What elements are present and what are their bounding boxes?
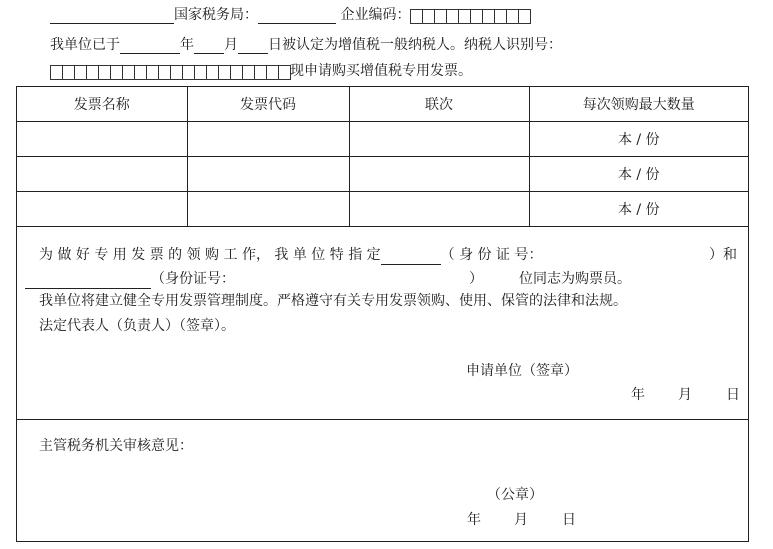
table-header-row	[17, 87, 748, 122]
application-form	[16, 86, 749, 542]
cell-copies[interactable]	[349, 192, 529, 227]
cell-invoice-name[interactable]	[17, 157, 187, 192]
bureau-label: 国家税务局：	[174, 7, 258, 23]
month-blank[interactable]	[194, 39, 224, 54]
invoice-table	[17, 87, 748, 227]
official-seal-label: （公章）	[487, 487, 543, 503]
enterprise-code-boxes[interactable]	[410, 8, 530, 23]
review-date-year: 年	[467, 512, 481, 528]
buyer-name-blank-2[interactable]	[25, 274, 151, 289]
month-label: 月	[224, 37, 238, 53]
buyer-name-blank-1[interactable]	[381, 250, 441, 265]
taxpayer-id-boxes[interactable]	[50, 64, 290, 79]
applicant-seal-label: 申请单位（签章）	[466, 363, 578, 379]
header-max-quantity: 每次领购最大数量	[529, 87, 748, 122]
apply-text: 现申请购买增值税专用发票。	[290, 63, 472, 79]
cell-invoice-name[interactable]	[17, 122, 187, 157]
enterprise-code-digit-box[interactable]	[518, 9, 531, 24]
legal-rep-signature: 法定代表人（负责人）（签章）。	[39, 318, 235, 334]
header-invoice-name: 发票名称	[17, 87, 187, 122]
section-divider	[17, 419, 748, 420]
applicant-date-day: 日	[726, 387, 740, 403]
cell-max-quantity[interactable]: 本 / 份	[529, 157, 748, 192]
header-invoice-code: 发票代码	[187, 87, 349, 122]
line2-prefix: 我单位已于	[50, 37, 120, 53]
cell-copies[interactable]	[349, 122, 529, 157]
header-line-1	[50, 6, 530, 24]
year-blank[interactable]	[120, 39, 180, 54]
bureau-name-blank[interactable]	[50, 9, 174, 24]
designation-line-2-close: ）	[469, 271, 483, 287]
cell-invoice-name[interactable]	[17, 192, 187, 227]
header-line-2	[50, 36, 562, 54]
designation-line-2	[25, 269, 235, 289]
review-title: 主管税务机关审核意见：	[39, 438, 193, 454]
cell-invoice-code[interactable]	[187, 157, 349, 192]
bureau-extra-blank[interactable]	[258, 9, 336, 24]
cell-invoice-code[interactable]	[187, 192, 349, 227]
year-label: 年	[180, 37, 194, 53]
header-line-3	[50, 62, 472, 80]
applicant-date-month: 月	[678, 387, 692, 403]
applicant-date-year: 年	[631, 387, 645, 403]
header-copies: 联次	[349, 87, 529, 122]
table-row	[17, 157, 748, 192]
designation-text-a: 为 做 好 专 用 发 票 的 领 购 工 作， 我 单 位 特 指 定	[39, 247, 381, 263]
cell-copies[interactable]	[349, 157, 529, 192]
designation-line-2-end: 位同志为购票员。	[519, 271, 631, 287]
designation-text-c: （身份证号：	[151, 271, 235, 287]
enterprise-code-label: 企业编码：	[340, 7, 411, 23]
day-blank[interactable]	[238, 39, 268, 54]
cell-max-quantity[interactable]: 本 / 份	[529, 122, 748, 157]
cell-max-quantity[interactable]: 本 / 份	[529, 192, 748, 227]
designation-text-b: （ 身 份 证 号：	[440, 247, 543, 263]
management-statement: 我单位将建立健全专用发票管理制度。严格遵守有关专用发票领购、使用、保管的法律和法规。	[39, 293, 627, 309]
review-date-month: 月	[514, 512, 528, 528]
designation-line-1	[39, 245, 542, 265]
table-row	[17, 192, 748, 227]
designation-line-1-end: ）和	[709, 247, 737, 263]
table-row	[17, 122, 748, 157]
cell-invoice-code[interactable]	[187, 122, 349, 157]
day-text: 日被认定为增值税一般纳税人。纳税人识别号：	[268, 37, 562, 53]
review-date-day: 日	[562, 512, 576, 528]
